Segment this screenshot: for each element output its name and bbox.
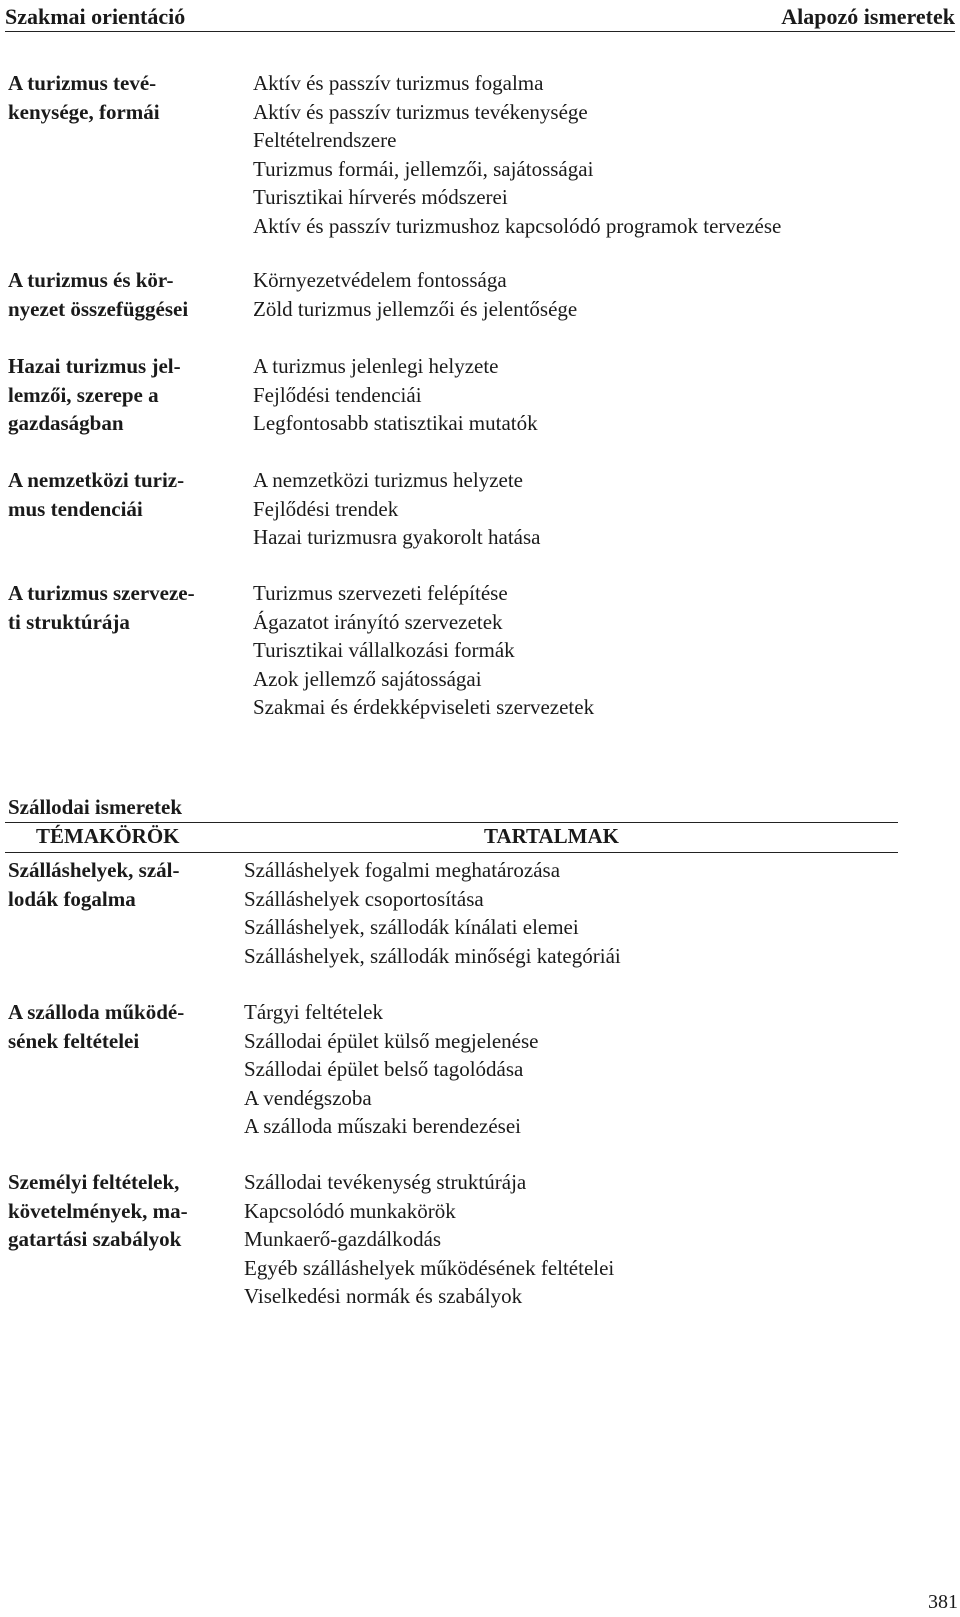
topic-line: ti struktúrája [8,609,130,634]
column-header-contents: TARTALMAK [484,824,619,848]
content-line: Turisztikai hírverés módszerei [253,185,508,210]
content-line: Zöld turizmus jellemzői és jelentősége [253,296,578,321]
topic-line: lemzői, szerepe a [8,382,159,407]
content-line: Környezetvédelem fontossága [253,268,507,292]
topic-turizmus-kornyezet [8,266,228,323]
topic-line: mus tendenciái [8,496,143,521]
topic-line: Személyi feltételek, [8,1170,180,1194]
content-nemzetkozi-turizmus [253,466,953,552]
content-line: Szakmai és érdekképviseleti szervezetek [253,695,595,720]
content-szemelyi-feltetelek [244,1168,944,1311]
content-line: Kapcsolódó munkakörök [244,1198,456,1223]
content-line: Turizmus szervezeti felépítése [253,581,508,605]
topic-szervezeti-struktura [8,579,228,636]
topic-szallashelyek-fogalma [8,856,228,913]
header-left-title: Szakmai orientáció [5,4,186,29]
topic-line: A turizmus és kör- [8,268,174,292]
content-turizmus-tevekenysege [253,69,953,241]
content-line: Szálláshelyek, szállodák minőségi kategóriái [244,943,621,968]
content-line: Hazai turizmusra gyakorolt hatása [253,525,541,550]
content-turizmus-kornyezet [253,266,953,323]
column-header-topics: TÉMAKÖRÖK [36,824,180,848]
topic-turizmus-tevekenysege [8,69,228,126]
topic-line: A szálloda működé- [8,1000,185,1024]
header-right-title: Alapozó ismeretek [781,4,955,29]
content-line: A vendégszoba [244,1085,372,1110]
table-header-rule [5,852,898,853]
content-line: Szálláshelyek csoportosítása [244,886,484,911]
content-line: Szállodai épület belső tagolódása [244,1057,524,1082]
content-line: Turisztikai vállalkozási formák [253,638,515,663]
page-header [5,0,955,32]
topic-line: gazdaságban [8,411,124,436]
topic-szalloda-mukodese [8,998,228,1055]
content-line: Aktív és passzív turizmus fogalma [253,71,544,95]
content-line: Legfontosabb statisztikai mutatók [253,411,538,436]
topic-line: kenysége, formái [8,99,160,124]
content-line: Feltételrendszere [253,128,397,153]
content-line: Azok jellemző sajátosságai [253,666,482,691]
section-title: Szállodai ismeretek [8,795,183,819]
topic-line: A turizmus szerveze- [8,581,195,605]
content-line: Tárgyi feltételek [244,1000,383,1024]
content-line: Szállodai épület külső megjelenése [244,1028,539,1053]
content-line: A turizmus jelenlegi helyzete [253,354,499,378]
topic-line: Szálláshelyek, szál- [8,858,180,882]
content-line: Munkaerő-gazdálkodás [244,1227,442,1252]
topic-line: lodák fogalma [8,886,136,911]
content-line: Aktív és passzív turizmushoz kapcsolódó programok tervezése [253,213,782,238]
content-line: Szállodai tevékenység struktúrája [244,1170,527,1194]
topic-line: Hazai turizmus jel- [8,354,181,378]
topic-line: gatartási szabályok [8,1227,182,1252]
content-line: Szálláshelyek fogalmi meghatározása [244,858,561,882]
content-line: Egyéb szálláshelyek működésének feltételei [244,1255,615,1280]
content-szallashelyek-fogalma [244,856,944,970]
content-line: A nemzetközi turizmus helyzete [253,468,523,492]
content-line: A szálloda műszaki berendezései [244,1114,521,1139]
page-number: 381 [928,1591,958,1613]
topic-line: nyezet összefüggései [8,296,189,321]
topic-line: sének feltételei [8,1028,140,1053]
content-line: Aktív és passzív turizmus tevékenysége [253,99,588,124]
content-line: Viselkedési normák és szabályok [244,1284,523,1309]
content-hazai-turizmus [253,352,953,438]
content-line: Ágazatot irányító szervezetek [253,609,503,634]
topic-hazai-turizmus [8,352,228,438]
topic-szemelyi-feltetelek [8,1168,228,1254]
content-line: Turizmus formái, jellemzői, sajátosságai [253,156,594,181]
topic-line: A nemzetközi turiz- [8,468,185,492]
content-line: Fejlődési tendenciái [253,382,422,407]
topic-line: A turizmus tevé- [8,71,157,95]
content-szervezeti-struktura [253,579,953,722]
content-line: Szálláshelyek, szállodák kínálati elemei [244,915,579,940]
topic-nemzetkozi-turizmus [8,466,228,523]
content-line: Fejlődési trendek [253,496,399,521]
content-szalloda-mukodese [244,998,944,1141]
topic-line: követelmények, ma- [8,1198,188,1223]
